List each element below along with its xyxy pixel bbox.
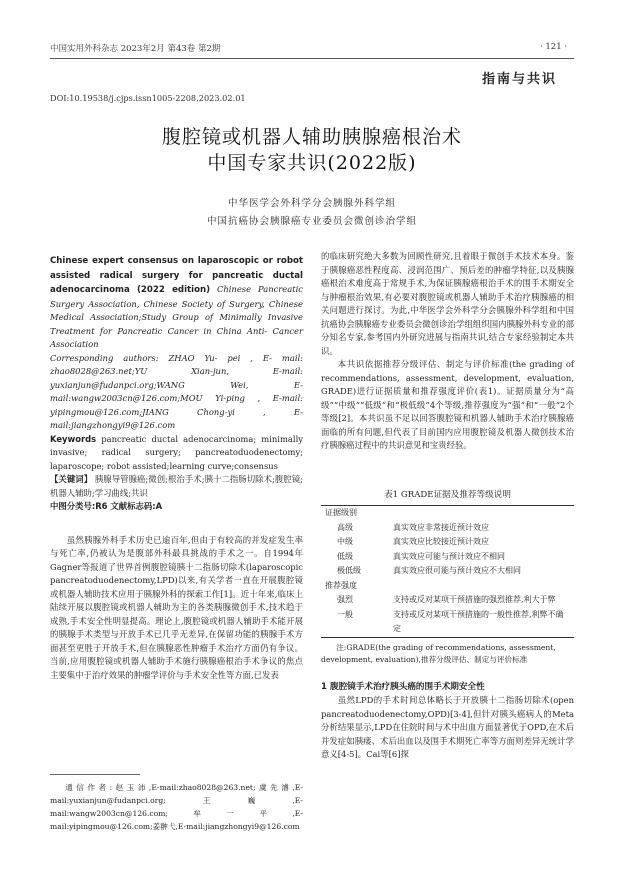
left-body-text: 虽然胰腺外科手术历史已逾百年,但由于有较高的并发症发生率与死亡率,仍被认为是腹部外科最具挑战的手术之一。自1994年Gagner等报道了世界首例腹腔镜胰十二指肠切除术(laparoscopic pancreatoduodenectomy,LPD)以来,有关学者一直在开展腹腔镜或机器人辅助技术应用于胰腺外科的探索工作[1]。近十年来,临床上陆续开展以腹腔镜或机器人辅助为主的各类胰腺微创手术,技术趋于成熟,手术安全性明显提高。理论上,腹腔镜或机器人辅助手术能开展的胰腺手术类型与开放手术已几乎无差异,在保留功能的胰腺手术方面甚至更胜于开放手术,但在胰腺恶性肿瘤手术治疗方面仍有争议。当前,应用腹腔镜或机器人辅助手术施行胰腺癌根治手术争议的焦点主要集中于治疗效果的肿瘤学评价与手术安全性等方面,已发表 <box>50 534 303 680</box>
cn-keywords-text: 胰腺导管腺癌;微创;根治手术;胰十二指肠切除术;腹腔镜;机器人辅助;学习曲线;共识 <box>50 474 303 498</box>
table-caption: 表1 GRADE证据及推荐等级说明 <box>384 489 511 500</box>
table-cell-level: 低级 <box>337 551 353 561</box>
table-cell-level: 证据级别 <box>325 508 357 517</box>
table-note: 注:GRADE(the grading of recommendations, assessment, development, evaluation),推荐分级评估、制定与评价标准 <box>321 642 556 664</box>
footnote-text: 通信作者:赵玉沛,E-mail:zhao8028@263.net;虞先濬,E-mail:yuxianjun@fudanpci.org;王巍,E-mail:wangw2003cn@126.com;牟一平,E-mail:yipingmou@126.com;姜翀弋,E-mail:jiangzhongyi9@126.com <box>50 783 303 831</box>
table-row <box>321 608 574 637</box>
table-cell-level: 中级 <box>337 537 353 546</box>
doi: DOI:10.19538/j.cjps.issn1005-2208.2023.02.01 <box>50 93 246 103</box>
cn-keywords <box>50 473 303 500</box>
header-rule <box>50 58 574 59</box>
table-row <box>321 550 574 565</box>
table-row <box>321 579 574 594</box>
table-row <box>321 535 574 550</box>
table-row <box>321 564 574 579</box>
table-bottom-rule <box>321 637 574 638</box>
table-cell-desc: 支持或反对某项干预措施的一般性推荐,利弊不确定 <box>393 609 564 633</box>
keywords <box>50 433 303 474</box>
table-cell-level: 一般 <box>337 609 353 619</box>
table-cell-desc <box>389 579 574 594</box>
table-row <box>321 506 574 521</box>
table-cell-desc: 真实效应非常接近预计效应 <box>393 522 489 532</box>
table-cell-desc: 真实效应很可能与预计效应不大相同 <box>393 566 521 575</box>
corresponding-authors: Corresponding authors: ZHAO Yu- pei , E- mail: zhao8028@263.net;YU Xian-jun, E-mail: yuxianjun@fudanpci.org;WANG Wei, E-mail:wangw2003cn@126.com;MOU Yi-ping , E-mail: yipingmou@126.com;JIANG Chong-yi , E-mail:jiangzhongyi9@126.com <box>50 352 303 430</box>
section-1-heading: 1 腹腔镜手术治疗胰头癌的围手术期安全性 <box>321 681 485 692</box>
footnote-rule <box>50 774 140 775</box>
table-cell-desc: 真实效应可能与预计效应不相同 <box>393 551 505 561</box>
table-cell-desc: 真实效应比较接近预计效应 <box>393 537 489 546</box>
footnote <box>50 781 303 833</box>
table-cell-level: 极低级 <box>337 566 361 575</box>
section-1-text: 虽然LPD的手术时间总体略长于开放胰十二指肠切除术(open pancreatoduodenectomy,OPD)[3-4],但针对胰头癌病人的Meta分析结果显示,LPD在住院时间与术中出血方面显著优于OPD,在术后并发症如胰瘘、术后出血以及围手术期死亡率等方面则差异无统计学意义[4-5]。Cai等[6]探 <box>321 695 574 759</box>
table-row <box>321 521 574 536</box>
table-cell-desc <box>389 506 574 521</box>
classification: 中图分类号:R6 文献标志码:A <box>50 501 163 511</box>
grade-table <box>321 506 574 637</box>
left-column <box>50 254 303 682</box>
keywords-label: Keywords <box>50 433 97 444</box>
right-column <box>321 250 574 762</box>
table-row <box>321 593 574 608</box>
authors-line-1: 中华医学会外科学分会胰腺外科学组 <box>227 198 396 209</box>
keywords-text: pancreatic ductal adenocarcinoma; minimally invasive; radical surgery; pancreatoduodenectomy; laparoscope; robot assisted;learning curve;consensus <box>50 433 303 471</box>
journal-header: 中国实用外科杂志 2023年2月 第43卷 第2期 <box>50 44 221 54</box>
table-cell-desc: 支持或反对某项干预措施的强烈推荐,利大于弊 <box>393 595 556 604</box>
right-body-p2: 本共识依据推荐分级评估、制定与评价标准(the grading of recommendations, assessment, development, evaluation, GRADE)进行证据质量和推荐强度评价(表1)。证据质量分为“高级”“中级”“低级”和“极低级”4个等级,推荐强度为“强”和“一般”2个等级[2]。本共识虽不足以回答腹腔镜和机器人辅助手术治疗胰腺癌面临的所有问题,但代表了目前国内应用腹腔镜及机器人微创技术治疗胰腺癌过程中的共识意见和宝贵经验。 <box>321 359 574 450</box>
title-line-2: 中国专家共识(2022版) <box>207 152 417 174</box>
title-line-1: 腹腔镜或机器人辅助胰腺癌根治术 <box>161 126 462 148</box>
page-number: · 121 · <box>540 42 568 52</box>
column-label: 指南与共识 <box>482 72 558 87</box>
english-abstract <box>50 254 303 352</box>
authors-line-2: 中国抗癌协会胰腺癌专业委员会微创诊治学组 <box>206 216 417 227</box>
table-cell-level: 推荐强度 <box>325 580 357 590</box>
table-cell-level: 强烈 <box>337 595 353 604</box>
english-orgs: Chinese Pancreatic Surgery Association, Chinese Society of Surgery, Chinese Medical Association;Study Group of Minimally Invasive Treatment for Pancreatic Cancer in China Anti- Cancer Association <box>50 284 303 349</box>
english-title: Chinese expert consensus on laparoscopic or robot assisted radical surgery for pancreatic ductal adenocarcinoma (2022 edition) <box>50 256 303 295</box>
cn-keywords-label: 【关键词】 <box>50 474 93 484</box>
right-body-p1: 的临床研究绝大多数为回顾性研究,且着眼于微创手术技术本身。鉴于胰腺癌恶性程度高、浸润范围广、预后差的肿瘤学特征,以及胰腺癌根治术难度高于常规手术,为保证胰腺癌根治手术的围手术期安全与肿瘤根治效果,有必要对腹腔镜或机器人辅助手术治疗胰腺癌的相关问题进行探讨。为此,中华医学会外科学分会胰腺外科学组和中国抗癌协会胰腺癌专业委员会微创诊治学组组织国内胰腺外科专业的部分知名专家,参考国内外研究进展与指南共识,结合专家经验制定本共识。 <box>321 251 574 356</box>
table-cell-level: 高级 <box>337 522 353 532</box>
